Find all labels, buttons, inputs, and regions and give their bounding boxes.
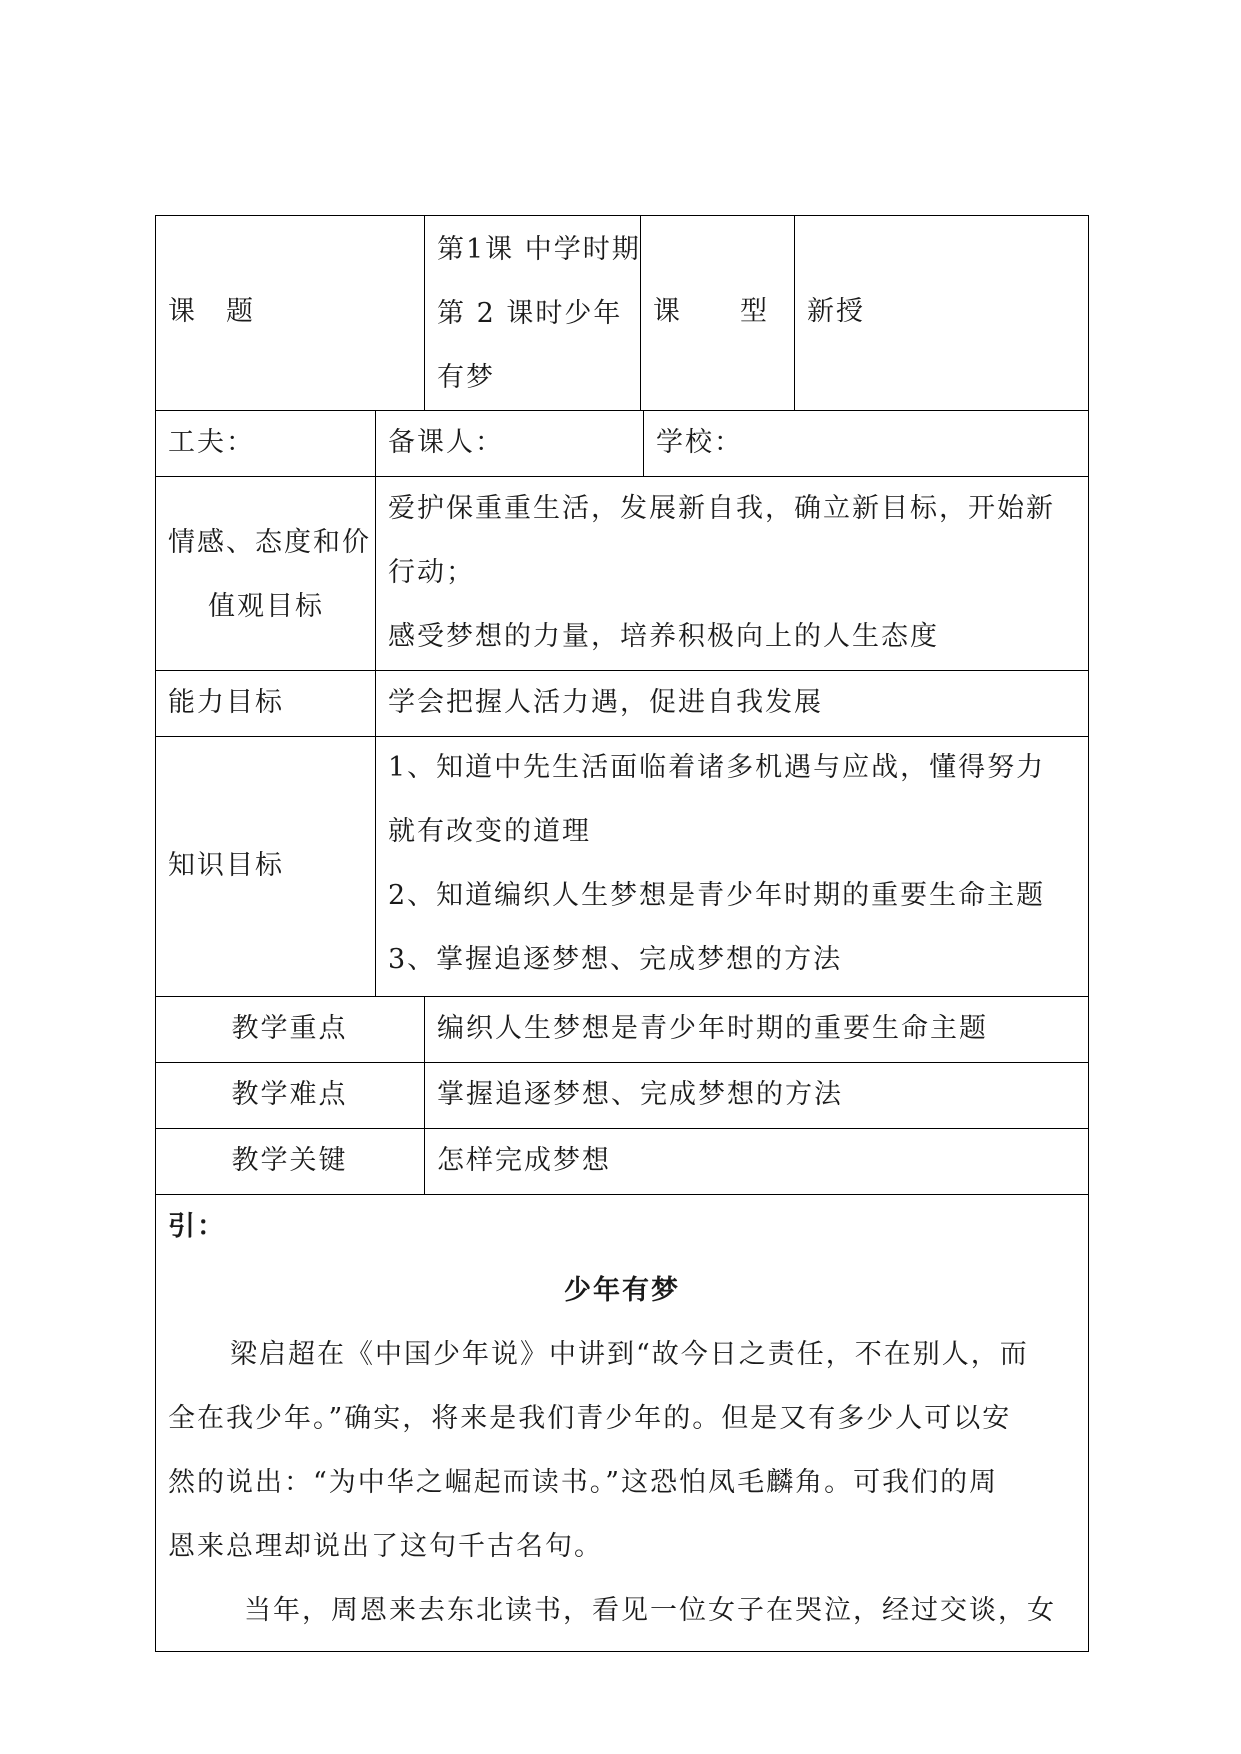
preparer-label: 备课人：: [388, 427, 504, 458]
school-label: 学校：: [656, 427, 743, 458]
intro-paragraph-line-4: 恩来总理却说出了这句千古名句。: [168, 1531, 603, 1562]
emotion-goal-line-2: 行动；: [388, 557, 475, 588]
intro-label: 引：: [168, 1211, 226, 1242]
lesson-title-label: 课 题: [168, 296, 255, 327]
col-divider: [643, 410, 644, 476]
ability-goal-value: 学会把握人活力遇，促进自我发展: [388, 687, 823, 718]
teaching-focus-value: 编织人生梦想是青少年时期的重要生命主题: [437, 1013, 988, 1044]
intro-title: 少年有梦: [564, 1275, 680, 1306]
lesson-type-label: 课 型: [653, 296, 769, 327]
intro-paragraph-line-5: 当年，周恩来去东北读书，看见一位女子在哭泣，经过交谈，女: [244, 1595, 1056, 1626]
teaching-difficulty-value: 掌握追逐梦想、完成梦想的方法: [437, 1079, 843, 1110]
row-divider: [155, 410, 1089, 411]
knowledge-goal-line-2: 就有改变的道理: [388, 816, 591, 847]
col-divider: [424, 215, 425, 410]
intro-paragraph-line-2: 全在我少年。”确实，将来是我们青少年的。但是又有多少人可以安: [168, 1403, 1012, 1434]
knowledge-goal-line-3: 2、知道编织人生梦想是青少年时期的重要生命主题: [388, 880, 1046, 911]
knowledge-goal-line-1: 1、知道中先生活面临着诸多机遇与应战，懂得努力: [388, 752, 1046, 783]
col-divider: [424, 996, 425, 1194]
teaching-focus-label: 教学重点: [231, 1013, 348, 1044]
intro-paragraph-line-3: 然的说出：“为中华之崛起而读书。”这恐怕凤毛麟角。可我们的周: [168, 1467, 999, 1498]
teaching-key-label: 教学关键: [231, 1145, 348, 1176]
emotion-goal-label-line-1: 情感、态度和价: [168, 527, 371, 558]
knowledge-goal-line-4: 3、掌握追逐梦想、完成梦想的方法: [388, 944, 843, 975]
teaching-key-value: 怎样完成梦想: [437, 1145, 611, 1176]
lesson-title-line-3: 有梦: [437, 362, 495, 393]
lesson-title-line-1: 第1课 中学时期: [437, 234, 641, 265]
col-divider: [794, 215, 795, 410]
lesson-title-line-2: 第 2 课时少年: [437, 298, 623, 329]
col-divider: [375, 410, 376, 476]
ability-goal-label: 能力目标: [168, 687, 284, 718]
lesson-type-value: 新授: [807, 296, 865, 327]
col-divider: [375, 476, 376, 996]
time-label: 工夫：: [168, 427, 255, 458]
emotion-goal-line-3: 感受梦想的力量，培养积极向上的人生态度: [388, 621, 939, 652]
emotion-goal-line-1: 爱护保重重生活，发展新自我，确立新目标，开始新: [388, 493, 1055, 524]
knowledge-goal-label: 知识目标: [168, 850, 284, 881]
emotion-goal-label-line-2: 值观目标: [208, 591, 324, 622]
row-divider: [155, 1194, 1089, 1195]
intro-paragraph-line-1: 梁启超在《中国少年说》中讲到“故今日之责任，不在别人，而: [230, 1339, 1029, 1370]
teaching-difficulty-label: 教学难点: [231, 1079, 348, 1110]
